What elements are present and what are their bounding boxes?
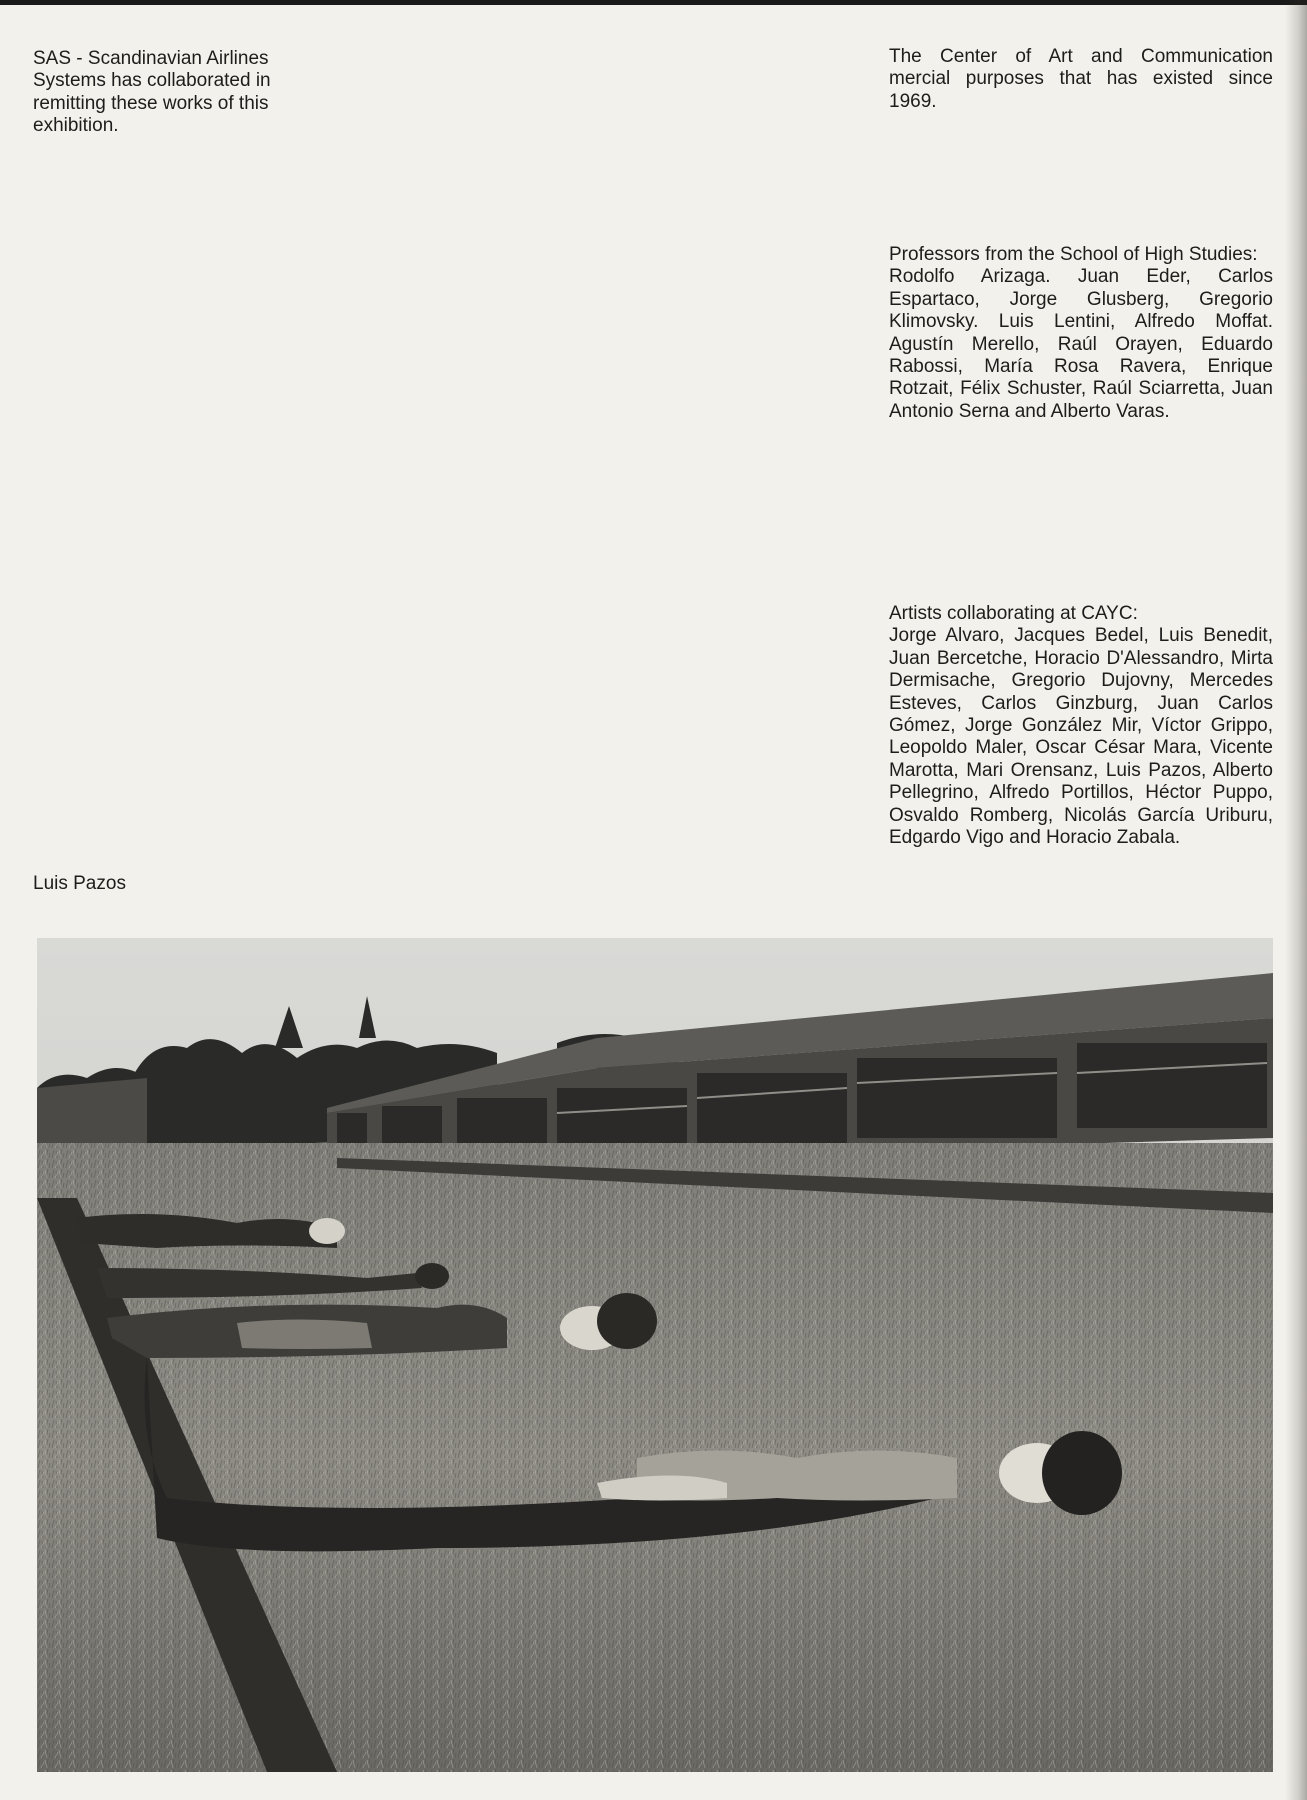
- cayc-note: The Center of Art and Communication mercial purposes that has existed since 1969.: [889, 46, 1273, 112]
- photo-illustration: [37, 938, 1273, 1772]
- page-top-edge: [0, 0, 1307, 5]
- photo-caption: Luis Pazos: [33, 873, 126, 894]
- sas-note-block: [33, 48, 343, 138]
- cayc-note-block: [889, 46, 1273, 113]
- artists-heading: Artists collaborating at CAYC:: [889, 603, 1138, 624]
- page-binding-shadow: [1285, 0, 1307, 1800]
- sas-note: SAS - Scandinavian Airlines Systems has collaborated in remitting these works of this exhibition.: [33, 48, 271, 137]
- photo-caption-block: [33, 873, 343, 895]
- professors-heading: Professors from the School of High Studies:: [889, 244, 1258, 265]
- professors-block: [889, 244, 1273, 423]
- artists-block: [889, 603, 1273, 849]
- professors-list: Rodolfo Arizaga. Juan Eder, Carlos Espartaco, Jorge Glusberg, Gregorio Klimovsky. Luis Lentini, Alfredo Moffat. Agustín Merello, Raúl Orayen, Eduardo Rabossi, María Rosa Ravera, Enrique Rotzait, Félix Schuster, Raúl Sciarretta, Juan Antonio Serna and Alberto Varas.: [889, 266, 1273, 422]
- artists-list: Jorge Alvaro, Jacques Bedel, Luis Benedit, Juan Bercetche, Horacio D'Alessandro, Mirta Dermisache, Gregorio Dujovny, Mercedes Esteves, Carlos Ginzburg, Juan Carlos Gómez, Jorge González Mir, Víctor Grippo, Leopoldo Maler, Oscar César Mara, Vicente Marotta, Mari Orensanz, Luis Pazos, Alberto Pellegrino, Alfredo Portillos, Héctor Puppo, Osvaldo Romberg, Nicolás García Uriburu, Edgardo Vigo and Horacio Zabala.: [889, 625, 1273, 849]
- performance-photo: [37, 938, 1273, 1772]
